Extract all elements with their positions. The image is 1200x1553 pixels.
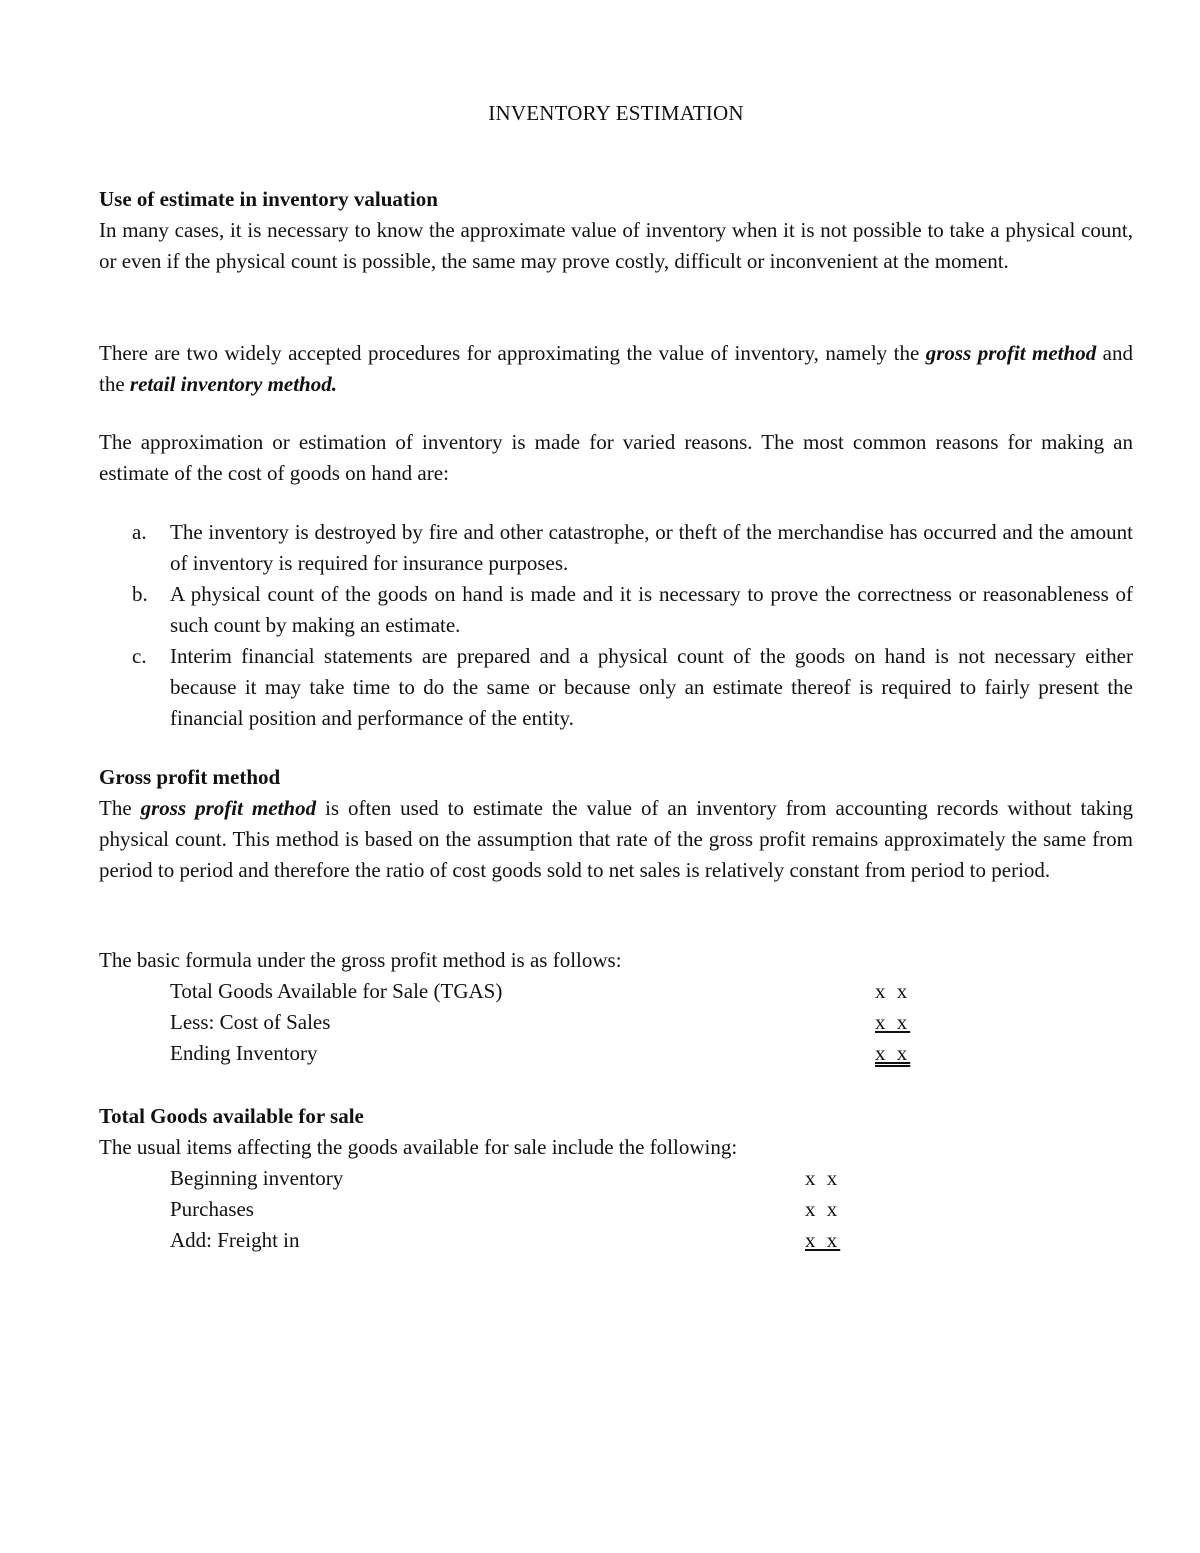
list-item	[99, 641, 1133, 734]
tgas-amount: x x	[805, 1228, 841, 1252]
tgas-label: Beginning inventory	[170, 1166, 344, 1190]
paragraph-reasons-intro: The approximation or estimation of inventory is made for varied reasons. The most common reasons for making an estimate of the cost of goods on hand are:	[99, 430, 1133, 485]
formula-intro: The basic formula under the gross profit method is as follows:	[99, 948, 622, 972]
list-item-text: The inventory is destroyed by fire and other catastrophe, or theft of the merchandise has occurred and the amount of inventory is required for insurance purposes.	[170, 520, 1133, 575]
tgas-amount: x x	[805, 1197, 841, 1221]
section-heading: Use of estimate in inventory valuation	[99, 187, 438, 211]
formula-label: Total Goods Available for Sale (TGAS)	[170, 979, 503, 1003]
tgas-label: Add: Freight in	[170, 1228, 300, 1252]
section-gross-profit-method	[99, 762, 1133, 886]
paragraph: In many cases, it is necessary to know the approximate value of inventory when it is not possible to take a physical count, or even if the physical count is possible, the same may prove costly, difficult or inconvenient at the moment.	[99, 218, 1133, 273]
list-item-text: A physical count of the goods on hand is made and it is necessary to prove the correctness or reasonableness of such count by making an estimate.	[170, 582, 1133, 637]
formula-label: Ending Inventory	[170, 1041, 318, 1065]
formula-row	[170, 1038, 930, 1069]
list-item	[99, 517, 1133, 579]
section-heading: Gross profit method	[99, 765, 281, 789]
formula-amount: x x	[875, 979, 911, 1003]
paragraph: The usual items affecting the goods available for sale include the following:	[99, 1135, 738, 1159]
formula-label: Less: Cost of Sales	[170, 1010, 331, 1034]
list-item	[99, 579, 1133, 641]
section-heading: Total Goods available for sale	[99, 1104, 364, 1128]
term-retail-inventory-method: retail inventory method.	[129, 372, 337, 396]
formula-amount: x x	[875, 1041, 911, 1065]
tgas-row	[170, 1194, 930, 1225]
tgas-row	[170, 1163, 930, 1194]
section-total-goods-available	[99, 1101, 1133, 1163]
list-marker: c.	[132, 644, 147, 668]
text-run: is often used to estimate the value of an inventory from accounting records without taking physical count. This method is based on the assumption that rate of the gross profit remains approximately the same from period to period and therefore the ratio of cost goods sold to net sales is relatively constant from period to period.	[99, 796, 1133, 882]
gross-profit-formula	[170, 976, 930, 1069]
list-item-text: Interim financial statements are prepared and a physical count of the goods on hand is not necessary either because it may take time to do the same or because only an estimate thereof is required to fairly present the financial position and performance of the entity.	[170, 644, 1133, 730]
tgas-items	[170, 1163, 930, 1256]
term-gross-profit-method: gross profit method	[140, 796, 317, 820]
text-run: The	[99, 796, 141, 820]
term-gross-profit-method: gross profit method	[925, 341, 1097, 365]
text-run: and the	[99, 341, 1133, 396]
tgas-amount: x x	[805, 1166, 841, 1190]
text-run: There are two widely accepted procedures for approximating the value of inventory, namely the	[99, 341, 926, 365]
formula-row	[170, 976, 930, 1007]
reasons-list	[99, 517, 1133, 734]
document-title: INVENTORY ESTIMATION	[488, 101, 744, 125]
list-marker: b.	[132, 582, 148, 606]
formula-amount: x x	[875, 1010, 911, 1034]
section-use-of-estimate	[99, 184, 1133, 277]
formula-row	[170, 1007, 930, 1038]
tgas-label: Purchases	[170, 1197, 254, 1221]
list-marker: a.	[132, 520, 147, 544]
tgas-row	[170, 1225, 930, 1256]
paragraph-two-methods	[99, 338, 1133, 400]
